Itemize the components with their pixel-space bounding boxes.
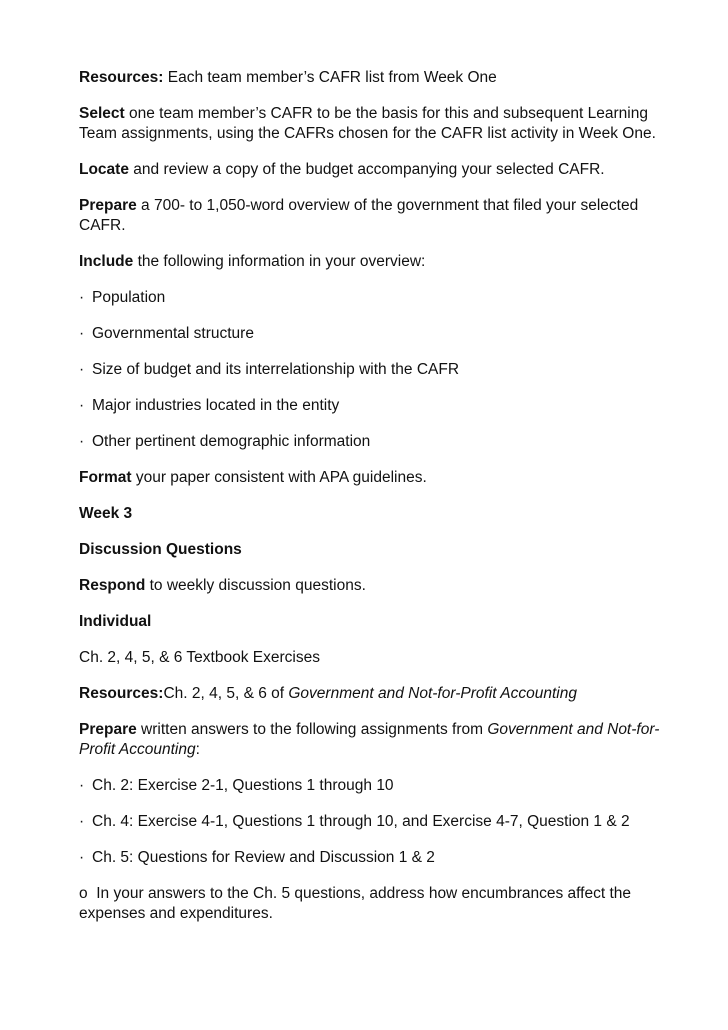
list-item — [79, 324, 679, 344]
prepare-text: a 700- to 1,050-word overview of the government that filed your selected CAFR. — [79, 197, 639, 234]
list-item — [79, 812, 679, 832]
sub-item-text: In your answers to the Ch. 5 questions, address how encumbrances affect the expenses and expenditures. — [79, 885, 632, 922]
list-item-text: Ch. 2: Exercise 2-1, Questions 1 through 10 — [92, 777, 394, 794]
resources-textbook-text: Ch. 2, 4, 5, & 6 of — [163, 685, 289, 702]
list-item — [79, 776, 679, 796]
bullet-marker: · — [79, 289, 85, 306]
list-item — [79, 288, 679, 308]
include-paragraph — [79, 252, 679, 272]
respond-label: Respond — [79, 577, 146, 594]
list-item-text: Ch. 4: Exercise 4-1, Questions 1 through 10, and Exercise 4-7, Question 1 & 2 — [92, 813, 630, 830]
locate-paragraph — [79, 160, 679, 180]
resources-textbook-paragraph — [79, 684, 679, 704]
list-item-text: Other pertinent demographic information — [92, 433, 371, 450]
list-item-text: Size of budget and its interrelationship with the CAFR — [92, 361, 460, 378]
bullet-marker: · — [79, 849, 85, 866]
bullet-marker: · — [79, 433, 85, 450]
prepare-label: Prepare — [79, 197, 137, 214]
prepare-answers-label: Prepare — [79, 721, 137, 738]
discussion-heading: Discussion Questions — [79, 541, 242, 558]
respond-paragraph — [79, 576, 679, 596]
prepare-answers-paragraph — [79, 720, 679, 760]
resources-textbook-label: Resources: — [79, 685, 164, 702]
sub-item — [79, 884, 679, 924]
locate-text: and review a copy of the budget accompanying your selected CAFR. — [128, 161, 605, 178]
select-text: one team member’s CAFR to be the basis for this and subsequent Learning Team assignments, using the CAFRs chosen for the CAFR list activity in Week One. — [79, 105, 656, 142]
select-label: Select — [79, 105, 125, 122]
resources-paragraph — [79, 68, 679, 88]
list-item — [79, 848, 679, 868]
bullet-marker: · — [79, 361, 85, 378]
document-page — [79, 68, 679, 940]
sub-item-marker: o — [79, 885, 88, 902]
include-label: Include — [79, 253, 134, 270]
resources-label: Resources: — [79, 69, 164, 86]
locate-label: Locate — [79, 161, 129, 178]
bullet-marker: · — [79, 325, 85, 342]
list-item-text: Ch. 5: Questions for Review and Discussion 1 & 2 — [92, 849, 435, 866]
list-item — [79, 396, 679, 416]
prepare-answers-text: written answers to the following assignments from — [136, 721, 488, 738]
prepare-overview-paragraph — [79, 196, 679, 236]
list-item-text: Governmental structure — [92, 325, 254, 342]
bullet-marker: · — [79, 777, 85, 794]
prepare-answers-end: : — [195, 741, 200, 758]
respond-text: to weekly discussion questions. — [145, 577, 366, 594]
individual-heading: Individual — [79, 613, 152, 630]
week-heading: Week 3 — [79, 505, 133, 522]
list-item-text: Population — [92, 289, 166, 306]
list-item-text: Major industries located in the entity — [92, 397, 340, 414]
textbook-title: Government and Not-for-Profit Accounting — [288, 685, 577, 702]
list-item — [79, 432, 679, 452]
bullet-marker: · — [79, 813, 85, 830]
format-paragraph — [79, 468, 679, 488]
bullet-marker: · — [79, 397, 85, 414]
select-paragraph — [79, 104, 679, 144]
resources-text: Each team member’s CAFR list from Week One — [163, 69, 497, 86]
list-item — [79, 360, 679, 380]
format-text: your paper consistent with APA guidelines. — [131, 469, 427, 486]
textbook-title: Government and Not-for-Profit Accounting — [79, 721, 660, 758]
format-label: Format — [79, 469, 132, 486]
include-text: the following information in your overview: — [133, 253, 426, 270]
exercises-title: Ch. 2, 4, 5, & 6 Textbook Exercises — [79, 649, 320, 666]
